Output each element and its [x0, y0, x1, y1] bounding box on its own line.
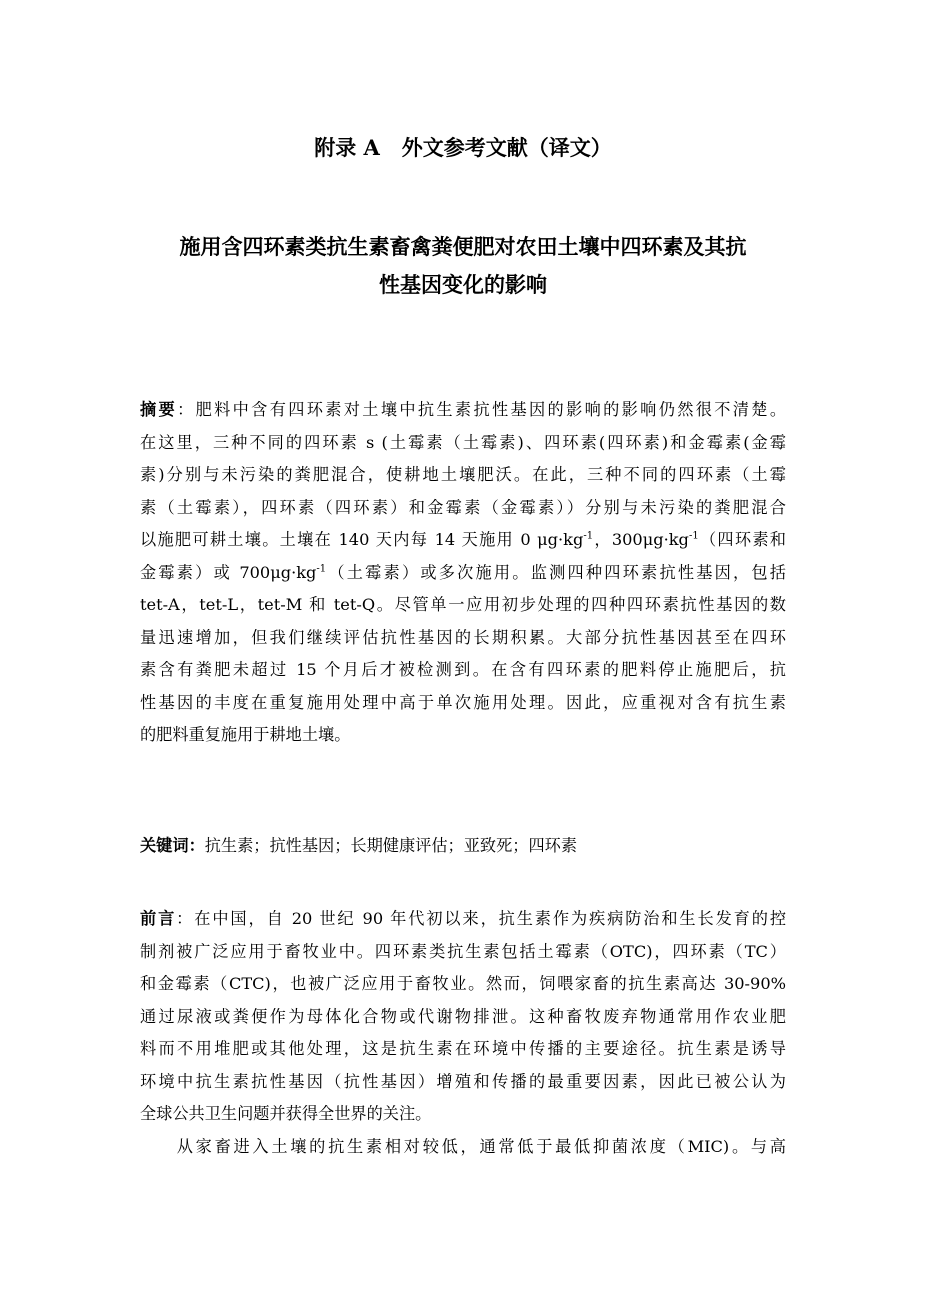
paper-title-line-2: 性基因变化的影响: [379, 272, 547, 297]
paper-title: [140, 228, 786, 304]
abstract-line-5-c: （四环素和: [698, 530, 786, 549]
abstract-line-2: 在这里，三种不同的四环素 s (土霉素（土霉素)、四环素(四环素)和金霉素(金霉: [140, 432, 786, 452]
keywords-paragraph: [140, 830, 786, 863]
abstract-line-4: 素（土霉素），四环素（四环素）和金霉素（金霉素））分别与未污染的粪肥混合: [140, 497, 786, 517]
preface-line-1: [140, 903, 786, 936]
abstract-line-5-b: ，300μg·kg: [593, 530, 689, 549]
preface-para2-text-1: 从家畜进入土壤的抗生素相对较低，通常低于最低抑菌浓度（MIC)。与高: [174, 1136, 786, 1156]
abstract-line-6: [140, 557, 786, 590]
preface-line-6: 环境中抗生素抗性基因（抗性基因）增殖和传播的最重要因素，因此已被公认为: [140, 1071, 786, 1091]
abstract-line-8: 量迅速增加，但我们继续评估抗性基因的长期积累。大部分抗性基因甚至在四环: [140, 627, 786, 647]
keywords-label: 关键词: [140, 836, 189, 855]
superscript: -1: [688, 530, 699, 542]
preface-colon: ：: [176, 909, 195, 928]
keywords-line: [140, 830, 786, 863]
abstract-line-6-a: 金霉素）或 700μg·kg: [140, 562, 317, 582]
abstract-line-9: 素含有粪肥未超过 15 个月后才被检测到。在含有四环素的肥料停止施肥后，抗: [140, 660, 786, 679]
abstract-text-1: 肥料中含有四环素对土壤中抗生素抗性基因的影响的影响仍然很不清楚。: [195, 400, 787, 419]
superscript: -1: [583, 530, 594, 542]
preface-label: 前言: [140, 909, 177, 928]
abstract-line-7: tet-A，tet-L，tet-M 和 tet-Q。尽管单一应用初步处理的四种四环素抗性基因的数: [140, 595, 786, 614]
paper-title-line-1: 施用含四环素类抗生素畜禽粪便肥对农田土壤中四环素及其抗: [179, 234, 747, 259]
preface-text-1: 在中国，自 20 世纪 90 年代初以来，抗生素作为疾病防治和生长发育的控: [194, 909, 787, 928]
preface-line-5: 料而不用堆肥或其他处理，这是抗生素在环境中传播的主要途径。抗生素是诱导: [140, 1039, 786, 1058]
preface-para2-line-1: [140, 1131, 786, 1164]
abstract-paragraph: [140, 394, 786, 752]
appendix-title: 附录 A 外文参考文献（译文）: [314, 135, 612, 160]
preface-line-7: 全球公共卫生问题并获得全世界的关注。: [140, 1104, 432, 1123]
superscript: -1: [316, 563, 327, 575]
abstract-line-11: 的肥料重复施用于耕地土壤。: [140, 725, 351, 744]
preface-line-4: 通过尿液或粪便作为母体化合物或代谢物排泄。这种畜牧废弃物通常用作农业肥: [140, 1006, 786, 1026]
abstract-line-10: 性基因的丰度在重复施用处理中高于单次施用处理。因此，应重视对含有抗生素: [140, 692, 786, 712]
keywords-colon: ：: [188, 836, 205, 855]
preface-line-2: 制剂被广泛应用于畜牧业中。四环素类抗生素包括土霉素（OTC)，四环素（TC）: [140, 941, 786, 961]
abstract-line-3: 素)分别与未污染的粪肥混合，使耕地土壤肥沃。在此，三种不同的四环素（土霉: [140, 465, 786, 484]
preface-line-3: 和金霉素（CTC)，也被广泛应用于畜牧业。然而，饲喂家畜的抗生素高达 30-90%: [140, 974, 786, 993]
abstract-line-6-b: （土霉素）或多次施用。监测四种四环素抗性基因，包括: [326, 562, 786, 582]
abstract-colon: ：: [177, 400, 196, 419]
abstract-label: 摘要: [140, 400, 178, 419]
keywords-text: 抗生素；抗性基因；长期健康评估；亚致死；四环素: [204, 836, 578, 855]
abstract-line-5-a: 以施肥可耕土壤。土壤在 140 天内每 14 天施用 0 μg·kg: [140, 530, 584, 549]
abstract-line-1: [140, 394, 786, 427]
abstract-line-5: [140, 524, 786, 557]
preface-paragraph: [140, 903, 786, 1163]
